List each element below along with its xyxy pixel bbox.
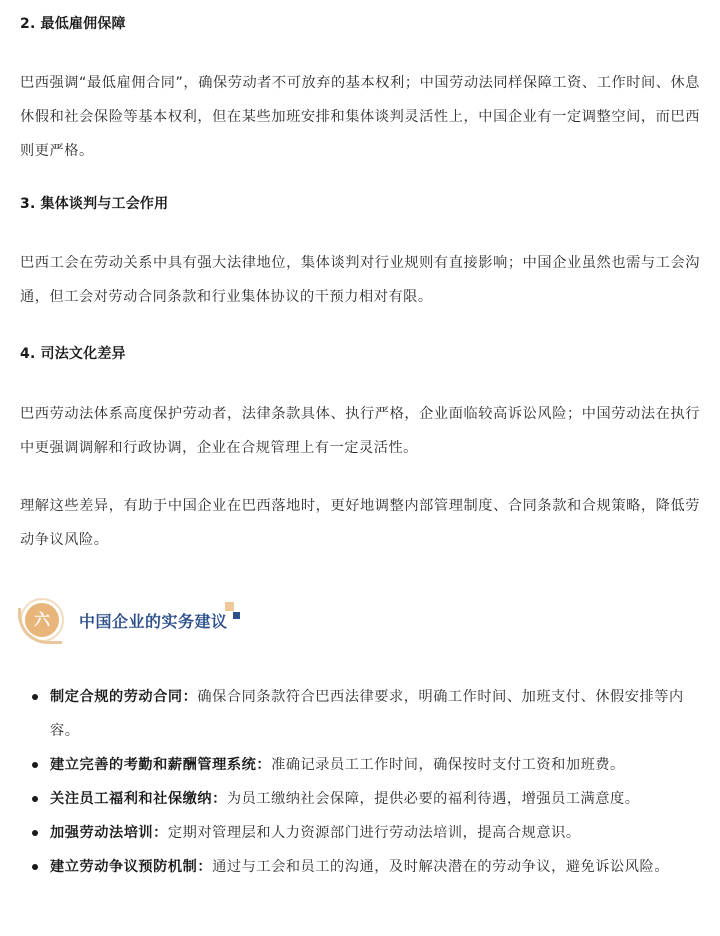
list-item (20, 680, 700, 748)
list-item-key: 建立劳动争议预防机制： (50, 859, 213, 875)
decorative-square-orange (225, 602, 234, 611)
summary-paragraph: 理解这些差异，有助于中国企业在巴西落地时，更好地调整内部管理制度、合同条款和合规策略，降低劳动争议风险。 (20, 498, 700, 548)
recommendation-list (20, 680, 700, 884)
section-title: 中国企业的实务建议 (79, 612, 228, 631)
list-item-key: 建立完善的考勤和薪酬管理系统： (50, 757, 272, 773)
section-body-judicial-culture: 巴西劳动法体系高度保护劳动者，法律条款具体、执行严格，企业面临较高诉讼风险；中国劳动法在执行中更强调调解和行政协调，企业在合规管理上有一定灵活性。 (20, 406, 700, 456)
section-heading-min-employment: 2. 最低雇佣保障 (20, 16, 126, 32)
bullet-icon (32, 830, 38, 836)
section-six-header (20, 596, 280, 648)
list-item-key: 关注员工福利和社保缴纳： (50, 791, 227, 807)
bullet-icon (32, 762, 38, 768)
bullet-icon (32, 796, 38, 802)
section-heading-collective-bargaining: 3. 集体谈判与工会作用 (20, 196, 169, 212)
section-heading-judicial-culture: 4. 司法文化差异 (20, 346, 126, 362)
list-item (20, 816, 700, 850)
bullet-icon (32, 864, 38, 870)
section-body-collective-bargaining: 巴西工会在劳动关系中具有强大法律地位，集体谈判对行业规则有直接影响；中国企业虽然也需与工会沟通，但工会对劳动合同条款和行业集体协议的干预力相对有限。 (20, 255, 700, 305)
list-item-text: 为员工缴纳社会保障，提供必要的福利待遇，增强员工满意度。 (226, 791, 640, 807)
decorative-square-blue (233, 612, 240, 619)
list-item-text: 通过与工会和员工的沟通，及时解决潜在的劳动争议，避免诉讼风险。 (212, 859, 669, 875)
section-number-badge: 六 (25, 603, 59, 637)
list-item-key: 加强劳动法培训： (50, 825, 168, 841)
section-body-min-employment: 巴西强调“最低雇佣合同”，确保劳动者不可放弃的基本权利；中国劳动法同样保障工资、工作时间、休息休假和社会保险等基本权利，但在某些加班安排和集体谈判灵活性上，中国企业有一定调整空间，而巴西则更严格。 (20, 75, 700, 159)
list-item (20, 782, 700, 816)
list-item (20, 850, 700, 884)
list-item (20, 748, 700, 782)
list-item-text: 准确记录员工工作时间，确保按时支付工资和加班费。 (271, 757, 625, 773)
bullet-icon (32, 694, 38, 700)
list-item-text: 确保合同条款符合巴西法律要求，明确工作时间、加班支付、休假安排等内容。 (50, 689, 684, 739)
list-item-key: 制定合规的劳动合同： (50, 689, 198, 705)
list-item-text: 定期对管理层和人力资源部门进行劳动法培训，提高合规意识。 (167, 825, 581, 841)
